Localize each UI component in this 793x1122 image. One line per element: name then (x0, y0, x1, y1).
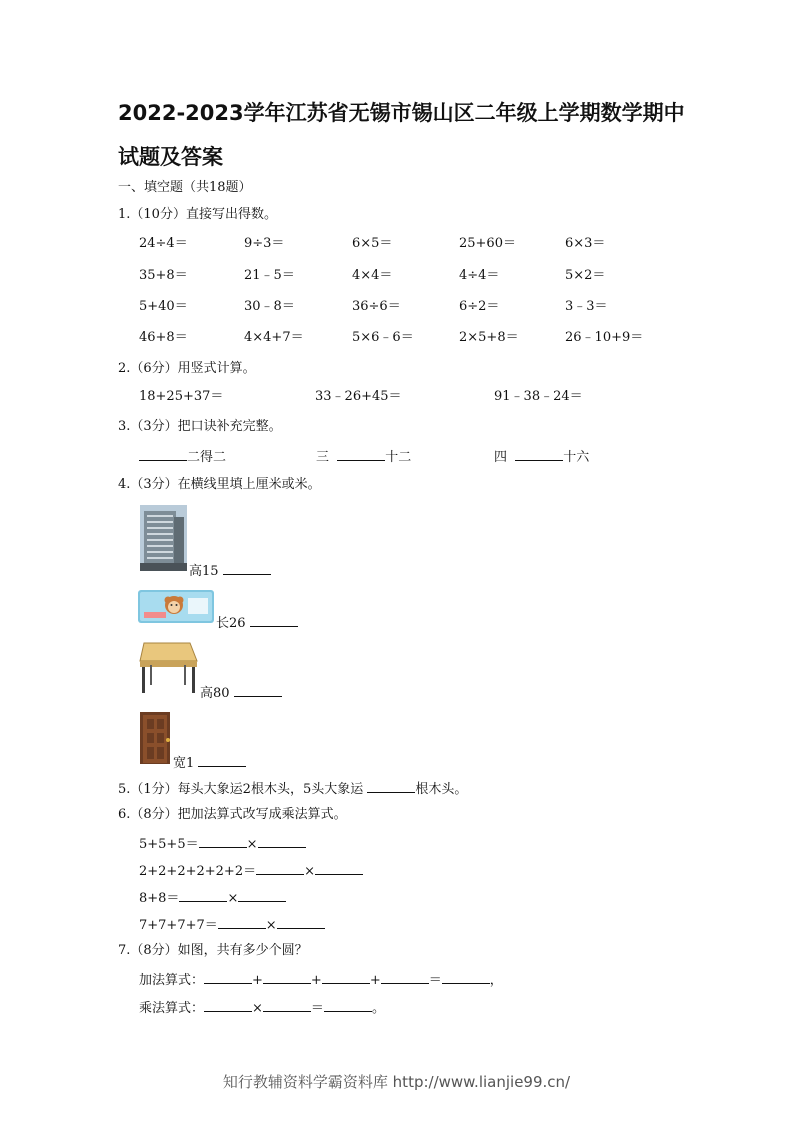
q6-heading: 6.（8分）把加法算式改写成乘法算式。 (118, 807, 347, 822)
q1-problem: 21﹣5＝ (244, 268, 295, 283)
q4-item: 宽1 (173, 754, 246, 772)
table-image (138, 641, 198, 693)
answer-blank[interactable] (258, 835, 306, 848)
q1-problem: 4×4＝ (352, 268, 393, 283)
answer-blank[interactable] (250, 614, 298, 627)
pencil-box-image (138, 590, 214, 623)
answer-blank[interactable] (234, 684, 282, 697)
q2-item: 18+25+37＝ (139, 389, 224, 404)
answer-blank[interactable] (198, 754, 246, 767)
q1-problem: 36÷6＝ (352, 299, 401, 314)
answer-blank[interactable] (238, 889, 286, 902)
q2-item: 33﹣26+45＝ (315, 389, 402, 404)
q6-item: 7+7+7+7＝ × (139, 916, 325, 934)
answer-blank[interactable] (337, 448, 385, 461)
doc-title-line1: 2022-2023学年江苏省无锡市锡山区二年级上学期数学期中 (118, 101, 685, 125)
q1-problem: 5×2＝ (565, 268, 606, 283)
q1-problem: 24÷4＝ (139, 236, 188, 251)
q1-problem: 4÷4＝ (459, 268, 500, 283)
answer-blank[interactable] (324, 999, 372, 1012)
q2-item: 91﹣38﹣24＝ (494, 389, 583, 404)
q1-heading: 1.（10分）直接写出得数。 (118, 207, 277, 222)
answer-blank[interactable] (381, 971, 429, 984)
door-image (140, 712, 172, 764)
answer-blank[interactable] (199, 835, 247, 848)
answer-blank[interactable] (179, 889, 227, 902)
q1-problem: 6×3＝ (565, 236, 606, 251)
q3-item-b: 三 十二 (316, 450, 412, 465)
q1-problem: 2×5+8＝ (459, 330, 519, 345)
q6-item: 5+5+5＝ × (139, 835, 306, 853)
q1-problem: 6÷2＝ (459, 299, 500, 314)
q3-item-a: 二得二 (139, 448, 226, 466)
q5-question: 5.（1分）每头大象运2根木头，5头大象运 根木头。 (118, 782, 468, 797)
q7-heading: 7.（8分）如图，共有多少个圆？ (118, 943, 308, 958)
q2-heading: 2.（6分）用竖式计算。 (118, 361, 256, 376)
answer-blank[interactable] (277, 916, 325, 929)
answer-blank[interactable] (204, 971, 252, 984)
q1-problem: 3﹣3＝ (565, 299, 608, 314)
q1-problem: 6×5＝ (352, 236, 393, 251)
q1-problem: 46+8＝ (139, 330, 188, 345)
q1-problem: 4×4+7＝ (244, 330, 304, 345)
page-footer: 知行教辅资料学霸资料库 http://www.lianjie99.cn/ (222, 1073, 571, 1091)
answer-blank[interactable] (263, 971, 311, 984)
answer-blank[interactable] (218, 916, 266, 929)
q1-problem: 25+60＝ (459, 236, 516, 251)
q1-problem: 5×6﹣6＝ (352, 330, 414, 345)
q4-item: 高15 (189, 562, 271, 580)
q6-item: 8+8＝ × (139, 889, 286, 907)
answer-blank[interactable] (223, 562, 271, 575)
q1-problem: 26﹣10+9＝ (565, 330, 644, 345)
answer-blank[interactable] (367, 780, 415, 793)
answer-blank[interactable] (322, 971, 370, 984)
answer-blank[interactable] (263, 999, 311, 1012)
doc-title-line2: 试题及答案 (118, 145, 223, 169)
q7-addition-line: 加法算式： + + + ＝ ， (139, 973, 503, 988)
q4-heading: 4.（3分）在横线里填上厘米或米。 (118, 477, 321, 492)
answer-blank[interactable] (256, 862, 304, 875)
answer-blank[interactable] (204, 999, 252, 1012)
q1-problem: 5+40＝ (139, 299, 188, 314)
answer-blank[interactable] (139, 448, 187, 461)
answer-blank[interactable] (515, 448, 563, 461)
answer-blank[interactable] (315, 862, 363, 875)
q7-multiplication-line: 乘法算式： × ＝ 。 (139, 1001, 385, 1016)
q1-problem: 35+8＝ (139, 268, 188, 283)
q6-item: 2+2+2+2+2+2＝ × (139, 862, 363, 880)
q1-problem: 30﹣8＝ (244, 299, 295, 314)
q3-item-c: 四 十六 (494, 450, 590, 465)
answer-blank[interactable] (442, 971, 490, 984)
q4-item: 长26 (216, 614, 298, 632)
section-heading: 一、填空题（共18题） (118, 180, 252, 195)
building-image (140, 505, 187, 571)
q3-heading: 3.（3分）把口诀补充完整。 (118, 419, 282, 434)
q1-problem: 9÷3＝ (244, 236, 285, 251)
q4-item: 高80 (200, 684, 282, 702)
